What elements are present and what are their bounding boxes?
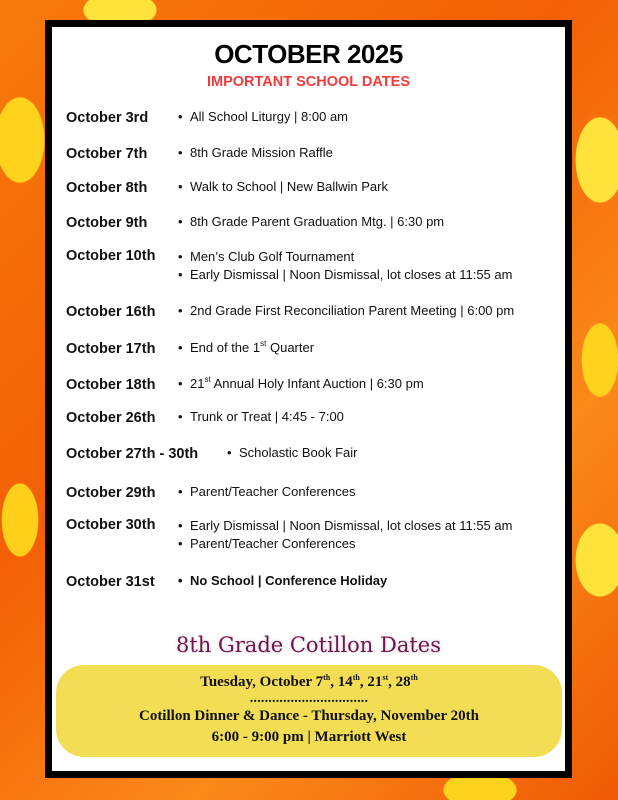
event-date: October 10th [66,248,156,264]
event-date: October 17th [66,341,156,357]
cotillon-title: 8th Grade Cotillon Dates [175,633,442,657]
event-item: • Men’s Club Golf Tournament [178,248,512,266]
event-item-sup: st [260,339,267,348]
event-item: • 2nd Grade First Reconciliation Parent Meeting | 6:00 pm [178,302,514,320]
event-item [178,375,424,393]
event-date: October 3rd [66,110,149,126]
page-subtitle: IMPORTANT SCHOOL DATES [207,74,410,90]
event-item-pre: End of the 1 [190,340,261,355]
event-items [178,178,388,196]
event-date: October 18th [66,377,156,393]
flyer-frame [45,20,572,778]
event-item [178,339,314,357]
event-date: October 26th [66,410,156,426]
event-item: • Early Dismissal | Noon Dismissal, lot closes at 11:55 am [178,517,512,535]
event-date: October 27th - 30th [66,446,199,462]
event-item: • Early Dismissal | Noon Dismissal, lot closes at 11:55 am [178,266,512,284]
event-items [178,108,348,126]
event-item: • 8th Grade Mission Raffle [178,144,333,162]
event-items [178,483,355,501]
cotillon-time-place: 6:00 - 9:00 pm | Marriott West [211,729,407,745]
event-date: October 7th [66,146,148,162]
event-items [178,302,514,320]
cotillon-dates: Tuesday, October 7th, 14th, 21st, 28th [200,673,418,690]
dotted-divider: ................................ [249,691,369,706]
event-item: • No School | Conference Holiday [178,572,387,590]
event-item: • All School Liturgy | 8:00 am [178,108,348,126]
event-date: October 29th [66,485,156,501]
event-item: • Trunk or Treat | 4:45 - 7:00 [178,408,344,426]
event-items [178,339,314,357]
event-items [178,408,344,426]
event-items [178,517,512,552]
event-item-sup: st [204,375,211,384]
event-items [178,375,424,393]
cotillon-dinner: Cotillon Dinner & Dance - Thursday, November 20th [138,708,480,724]
event-date: October 16th [66,304,156,320]
event-items [227,444,358,462]
cotillon-box [56,665,562,757]
event-items [178,248,512,283]
event-item: • 8th Grade Parent Graduation Mtg. | 6:30 pm [178,213,444,231]
page-title: OCTOBER 2025 [214,39,403,69]
event-item-post: Quarter [266,340,315,355]
flyer-content [52,27,565,771]
event-items [178,144,333,162]
event-item: • Parent/Teacher Conferences [178,483,355,501]
event-date: October 8th [66,180,148,196]
event-date: October 9th [66,215,148,231]
event-item-post: Annual Holy Infant Auction | 6:30 pm [210,376,424,391]
event-item: • Scholastic Book Fair [227,444,358,462]
event-items [178,213,444,231]
event-item-pre: 21 [190,376,205,391]
event-date: October 31st [66,574,155,590]
event-date: October 30th [66,517,156,533]
event-item: • Walk to School | New Ballwin Park [178,178,388,196]
event-item: • Parent/Teacher Conferences [178,535,512,553]
event-items [178,572,387,590]
